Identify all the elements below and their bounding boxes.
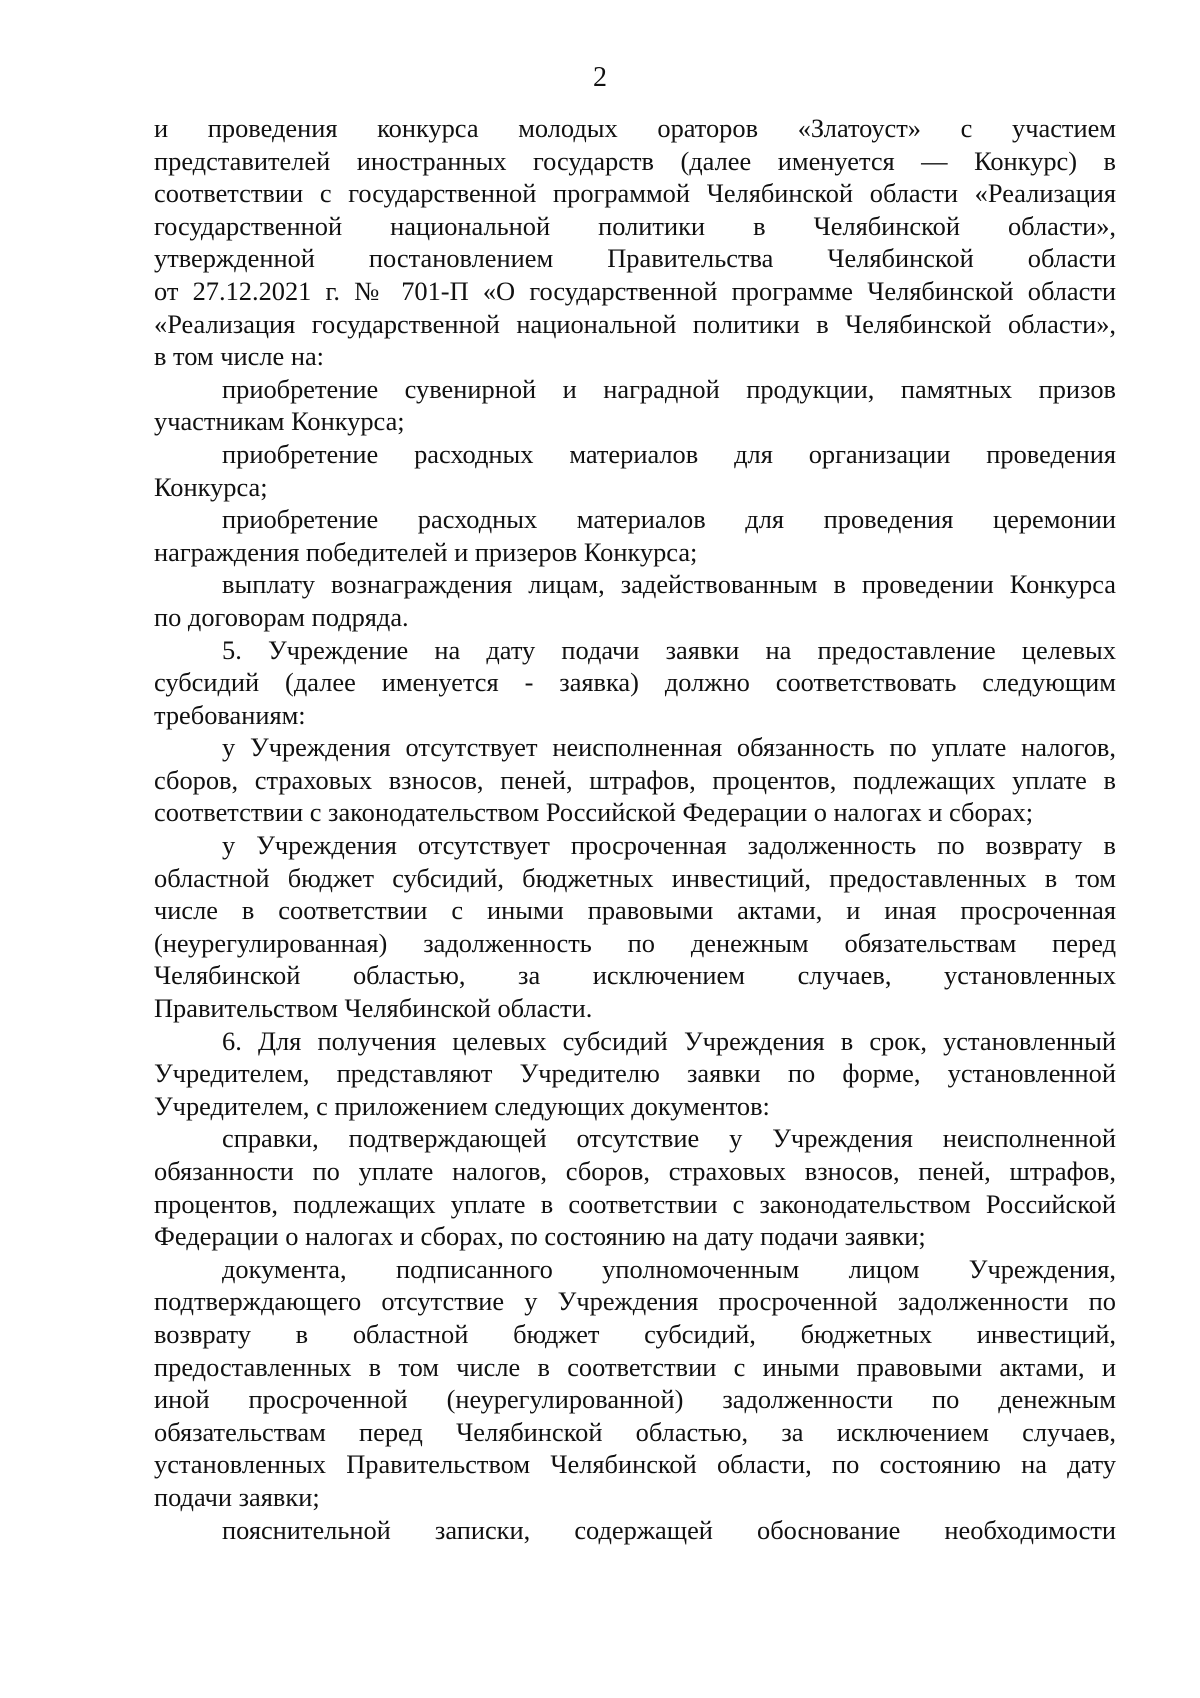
text-line: и проведения конкурса молодых ораторов «Златоуст» с участием: [154, 113, 1116, 143]
text-line: областной бюджет субсидий, бюджетных инвестиций, предоставленных в том: [154, 862, 1116, 893]
text-line: 5. Учреждение на дату подачи заявки на предоставление целевых: [222, 634, 1116, 665]
text-line: иной просроченной (неурегулированной) задолженности по денежным: [154, 1384, 1116, 1415]
text-line: возврату в областной бюджет субсидий, бюджетных инвестиций,: [154, 1318, 1116, 1349]
page-number: 2: [593, 62, 607, 93]
text-line: установленных Правительством Челябинской области, по состоянию на дату: [154, 1449, 1116, 1480]
text-line: приобретение расходных материалов для организации проведения: [222, 438, 1116, 469]
text-line: подтверждающего отсутствие у Учреждения просроченной задолженности по: [154, 1286, 1116, 1317]
text-line: в том числе на:: [154, 341, 324, 372]
text-line: соответствии с законодательством Российской Федерации о налогах и сборах;: [154, 797, 1034, 828]
text-line: «Реализация государственной национальной политики в Челябинской области»,: [154, 308, 1116, 339]
text-line: подачи заявки;: [154, 1481, 320, 1512]
text-line: у Учреждения отсутствует неисполненная обязанность по уплате налогов,: [222, 732, 1116, 763]
text-line: Челябинской областью, за исключением случаев, установленных: [154, 960, 1116, 991]
text-line: справки, подтверждающей отсутствие у Учреждения неисполненной: [222, 1123, 1116, 1154]
text-line: соответствии с государственной программой Челябинской области «Реализация: [154, 178, 1116, 209]
text-line: предоставленных в том числе в соответствии с иными правовыми актами, и: [154, 1351, 1116, 1382]
text-line: 6. Для получения целевых субсидий Учреждения в срок, установленный: [222, 1025, 1116, 1056]
text-line: от 27.12.2021 г. № 701-П «О государственной программе Челябинской области: [154, 275, 1116, 306]
text-line: приобретение сувенирной и наградной продукции, памятных призов: [222, 373, 1116, 404]
text-line: утвержденной постановлением Правительства Челябинской области: [154, 243, 1116, 274]
document-body: [154, 112, 1116, 1546]
text-line: процентов, подлежащих уплате в соответствии с законодательством Российской: [154, 1188, 1116, 1219]
text-line: государственной национальной политики в Челябинской области»,: [154, 210, 1116, 241]
text-line: приобретение расходных материалов для проведения церемонии: [222, 504, 1116, 535]
text-line: выплату вознаграждения лицам, задействованным в проведении Конкурса: [222, 569, 1116, 600]
text-line: пояснительной записки, содержащей обоснование необходимости: [222, 1514, 1116, 1545]
text-line: субсидий (далее именуется - заявка) должно соответствовать следующим: [154, 667, 1116, 698]
text-line: обязательствам перед Челябинской областью, за исключением случаев,: [154, 1416, 1116, 1447]
text-line: Федерации о налогах и сборах, по состоянию на дату подачи заявки;: [154, 1221, 926, 1252]
text-line: у Учреждения отсутствует просроченная задолженность по возврату в: [222, 830, 1116, 861]
text-line: (неурегулированная) задолженность по денежным обязательствам перед: [154, 927, 1116, 958]
text-line: числе в соответствии с иными правовыми актами, и иная просроченная: [154, 895, 1116, 926]
text-line: награждения победителей и призеров Конкурса;: [154, 536, 698, 567]
text-line: документа, подписанного уполномоченным лицом Учреждения,: [222, 1253, 1116, 1284]
text-line: Учредителем, с приложением следующих документов:: [154, 1090, 770, 1121]
text-line: Учредителем, представляют Учредителю заявки по форме, установленной: [154, 1058, 1116, 1089]
text-line: представителей иностранных государств (далее именуется — Конкурс) в: [154, 145, 1116, 176]
text-line: Конкурса;: [154, 471, 268, 502]
text-line: сборов, страховых взносов, пеней, штрафов, процентов, подлежащих уплате в: [154, 764, 1116, 795]
text-line: по договорам подряда.: [154, 601, 409, 632]
text-line: участникам Конкурса;: [154, 406, 405, 437]
text-line: требованиям:: [154, 699, 306, 730]
text-line: обязанности по уплате налогов, сборов, страховых взносов, пеней, штрафов,: [154, 1156, 1116, 1186]
text-line: Правительством Челябинской области.: [154, 993, 593, 1024]
